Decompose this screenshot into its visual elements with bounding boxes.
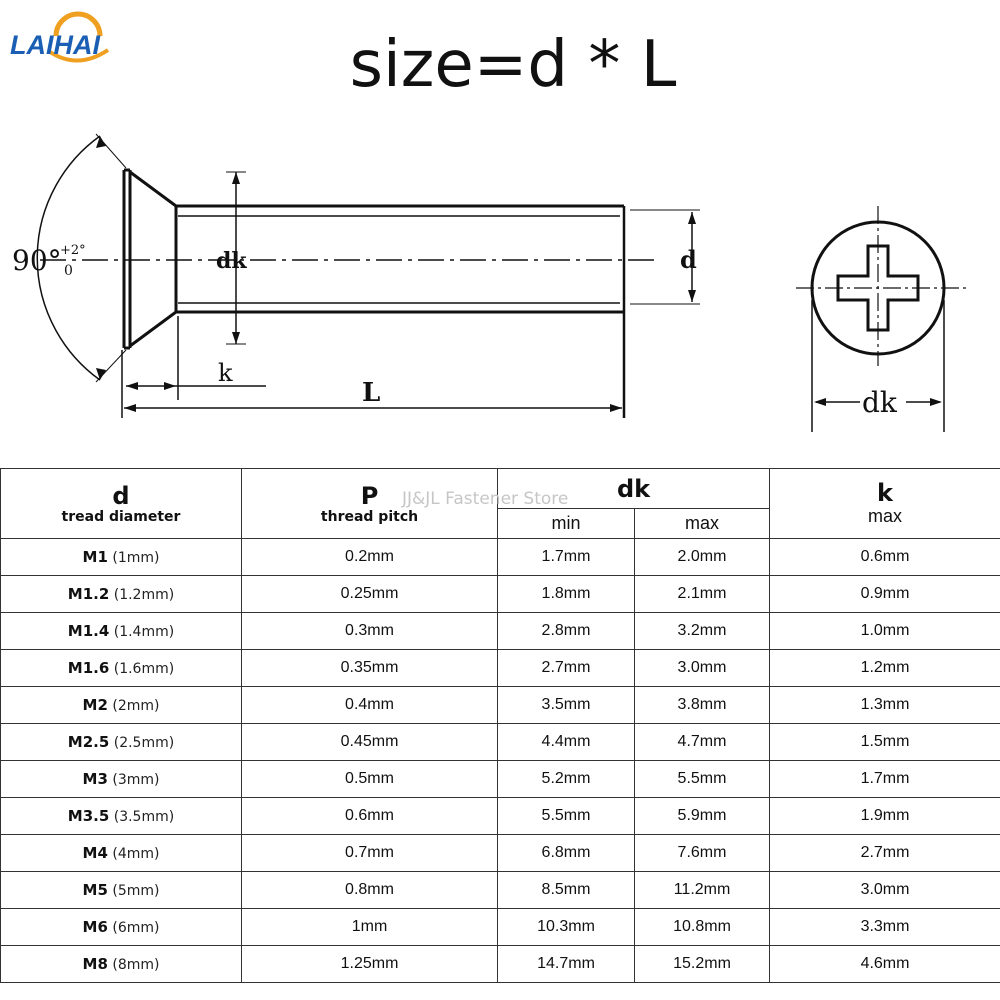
header-dk: [498, 469, 770, 509]
L-label: L: [362, 378, 381, 408]
size-cell: [1, 539, 242, 576]
dk-min-cell: 10.3mm: [498, 909, 635, 946]
dk-max-cell: 2.1mm: [635, 576, 770, 613]
size-cell: [1, 761, 242, 798]
pitch-cell: 0.7mm: [242, 835, 498, 872]
size-cell: [1, 798, 242, 835]
size-paren: (4mm): [112, 845, 160, 862]
k-max-cell: 3.0mm: [770, 872, 1000, 909]
size-cell: [1, 835, 242, 872]
store-watermark: JJ&JL Fastener Store: [402, 489, 569, 509]
size-paren: (5mm): [112, 882, 160, 899]
header-p-sub: thread pitch: [320, 508, 419, 525]
angle-label: 90°: [12, 244, 62, 277]
spec-table: [0, 468, 1000, 983]
table-row: [1, 613, 1000, 650]
pitch-cell: 0.5mm: [242, 761, 498, 798]
pitch-cell: 1.25mm: [242, 946, 498, 983]
pitch-cell: 0.8mm: [242, 872, 498, 909]
size-paren: (8mm): [112, 956, 160, 973]
size-cell: [1, 613, 242, 650]
k-label: k: [218, 359, 233, 387]
table-row: [1, 798, 1000, 835]
dk-label-top: dk: [862, 386, 897, 419]
size-label: M1.6: [67, 658, 110, 677]
table-row: [1, 576, 1000, 613]
pitch-cell: 0.35mm: [242, 650, 498, 687]
size-cell: [1, 576, 242, 613]
size-cell: [1, 909, 242, 946]
dk-min-cell: 5.5mm: [498, 798, 635, 835]
header-d-sub: tread diameter: [61, 508, 181, 525]
dk-min-cell: 2.8mm: [498, 613, 635, 650]
size-cell: [1, 724, 242, 761]
dk-max-cell: 5.5mm: [635, 761, 770, 798]
header-k-symbol: k: [877, 479, 893, 507]
d-label: d: [680, 245, 697, 274]
table-row: [1, 539, 1000, 576]
dk-min-cell: 6.8mm: [498, 835, 635, 872]
table-row: [1, 761, 1000, 798]
dk-min-cell: 4.4mm: [498, 724, 635, 761]
size-cell: [1, 872, 242, 909]
size-paren: (3.5mm): [113, 808, 175, 825]
head-taper-top: [130, 172, 176, 206]
k-max-cell: 0.6mm: [770, 539, 1000, 576]
k-max-cell: 1.3mm: [770, 687, 1000, 724]
size-label: M1.4: [67, 621, 110, 640]
size-label: M5: [82, 880, 108, 899]
size-paren: (2mm): [112, 697, 160, 714]
k-max-cell: 4.6mm: [770, 946, 1000, 983]
dk-max-cell: 11.2mm: [635, 872, 770, 909]
table-row: [1, 650, 1000, 687]
dk-max-cell: 3.8mm: [635, 687, 770, 724]
pitch-cell: 0.3mm: [242, 613, 498, 650]
size-paren: (6mm): [112, 919, 160, 936]
head-taper-bottom: [130, 312, 176, 346]
dk-max-cell: 2.0mm: [635, 539, 770, 576]
table-row: [1, 835, 1000, 872]
dk-min-cell: 5.2mm: [498, 761, 635, 798]
dk-min-cell: 8.5mm: [498, 872, 635, 909]
size-paren: (1.4mm): [113, 623, 175, 640]
header-p: [242, 469, 498, 539]
table-row: [1, 909, 1000, 946]
dk-max-cell: 15.2mm: [635, 946, 770, 983]
size-label: M2.5: [67, 732, 110, 751]
dk-max-cell: 7.6mm: [635, 835, 770, 872]
header-d-symbol: d: [112, 481, 130, 510]
size-paren: (1mm): [112, 549, 160, 566]
size-label: M4: [82, 843, 108, 862]
header-dk-min: min: [498, 509, 635, 539]
table-row: [1, 946, 1000, 983]
pitch-cell: 1mm: [242, 909, 498, 946]
size-label: M8: [82, 954, 108, 973]
dk-max-cell: 5.9mm: [635, 798, 770, 835]
size-paren: (1.2mm): [113, 586, 175, 603]
size-cell: [1, 650, 242, 687]
dk-max-cell: 3.2mm: [635, 613, 770, 650]
pitch-cell: 0.25mm: [242, 576, 498, 613]
pitch-cell: 0.6mm: [242, 798, 498, 835]
size-cell: [1, 687, 242, 724]
table-row: [1, 687, 1000, 724]
size-label: M6: [82, 917, 108, 936]
size-label: M2: [82, 695, 108, 714]
header-p-symbol: P: [360, 481, 379, 510]
pitch-cell: 0.2mm: [242, 539, 498, 576]
table-row: [1, 724, 1000, 761]
page-title: size=d * L: [349, 28, 677, 102]
size-paren: (1.6mm): [113, 660, 175, 677]
size-label: M3: [82, 769, 108, 788]
header-dk-max: max: [635, 509, 770, 539]
k-max-cell: 2.7mm: [770, 835, 1000, 872]
size-paren: (2.5mm): [113, 734, 175, 751]
k-max-cell: 1.7mm: [770, 761, 1000, 798]
size-label: M1.2: [67, 584, 110, 603]
size-label: M3.5: [67, 806, 110, 825]
size-paren: (3mm): [112, 771, 160, 788]
k-max-cell: 1.2mm: [770, 650, 1000, 687]
k-max-cell: 3.3mm: [770, 909, 1000, 946]
dk-min-cell: 14.7mm: [498, 946, 635, 983]
header-dk-symbol: dk: [616, 474, 651, 503]
dk-label-side: dk: [216, 248, 247, 274]
screw-technical-drawing: [0, 120, 1000, 450]
dk-min-cell: 2.7mm: [498, 650, 635, 687]
k-max-cell: 1.0mm: [770, 613, 1000, 650]
brand-logo-text: LAIHAI: [10, 30, 100, 60]
table-row: [1, 872, 1000, 909]
k-max-cell: 0.9mm: [770, 576, 1000, 613]
dk-max-cell: 4.7mm: [635, 724, 770, 761]
size-cell: [1, 946, 242, 983]
size-label: M1: [82, 547, 108, 566]
angle-tolerance-minus: 0: [64, 263, 73, 279]
header-k: [770, 469, 1000, 539]
dk-max-cell: 3.0mm: [635, 650, 770, 687]
pitch-cell: 0.4mm: [242, 687, 498, 724]
header-k-sub: max: [868, 506, 903, 526]
header-d: [1, 469, 242, 539]
dk-min-cell: 1.7mm: [498, 539, 635, 576]
pitch-cell: 0.45mm: [242, 724, 498, 761]
dk-min-cell: 1.8mm: [498, 576, 635, 613]
angle-tolerance-plus: +2°: [60, 243, 86, 258]
k-max-cell: 1.9mm: [770, 798, 1000, 835]
dk-min-cell: 3.5mm: [498, 687, 635, 724]
dk-max-cell: 10.8mm: [635, 909, 770, 946]
k-max-cell: 1.5mm: [770, 724, 1000, 761]
